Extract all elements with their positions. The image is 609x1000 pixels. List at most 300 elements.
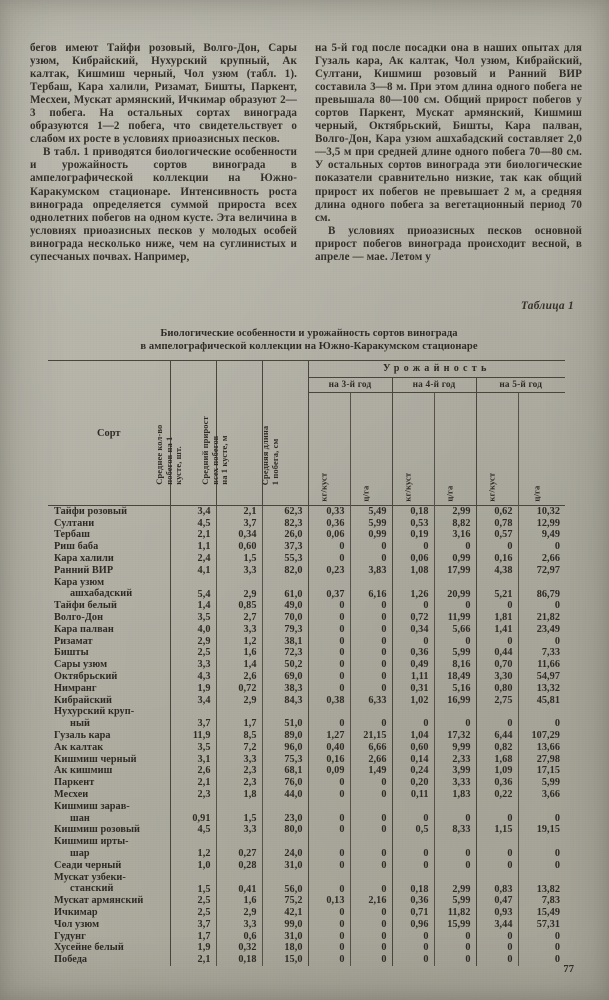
cell-y3-c: 0 <box>350 942 392 954</box>
cell-y3-kg: 0,37 <box>308 577 350 601</box>
cell-length: 75,3 <box>262 754 308 766</box>
cell-y4-c: 5,66 <box>434 624 476 636</box>
cell-y5-kg: 0 <box>476 942 518 954</box>
cell-shoots: 2,1 <box>170 777 216 789</box>
cell-growth: 1,6 <box>216 895 262 907</box>
cell-y3-c: 0 <box>350 777 392 789</box>
cell-y4-kg: 0 <box>392 600 434 612</box>
cell-shoots: 1,0 <box>170 860 216 872</box>
cell-length: 24,0 <box>262 836 308 860</box>
cell-shoots: 3,5 <box>170 742 216 754</box>
cell-variety-name: Мускат узбеки- <box>54 871 126 883</box>
cell-y3-kg: 0 <box>308 612 350 624</box>
cell-y3-kg: 0 <box>308 930 350 942</box>
cell-length: 75,2 <box>262 895 308 907</box>
cell-shoots: 2,1 <box>170 954 216 966</box>
cell-length: 68,1 <box>262 765 308 777</box>
cell-growth: 3,3 <box>216 824 262 836</box>
header-label-growth-text: Средний прирост всех побегов на 1 кусте, м <box>200 416 230 485</box>
cell-variety-name: Кишмиш зарав- <box>54 800 130 812</box>
cell-variety-name: Кара палван <box>54 623 114 635</box>
cell-y3-kg: 0 <box>308 636 350 648</box>
cell-y5-c: 10,32 <box>518 506 565 518</box>
cell-y3-kg: 0 <box>308 541 350 553</box>
table-caption-line2: в ампелографической коллекции на Южно-Каракумском стационаре <box>140 341 478 352</box>
cell-length: 84,3 <box>262 695 308 707</box>
table-row <box>48 529 565 541</box>
cell-y4-kg: 1,02 <box>392 695 434 707</box>
cell-y3-c: 3,83 <box>350 565 392 577</box>
cell-y4-c: 3,33 <box>434 777 476 789</box>
table-row <box>48 541 565 553</box>
cell-y5-c: 7,33 <box>518 647 565 659</box>
cell-y5-kg: 0 <box>476 541 518 553</box>
cell-shoots: 4,3 <box>170 671 216 683</box>
cell-y5-c: 13,82 <box>518 872 565 896</box>
cell-length: 61,0 <box>262 577 308 601</box>
cell-y3-kg: 0 <box>308 647 350 659</box>
unit-text-c-y5: ц/га <box>531 486 542 502</box>
cell-y3-kg: 0,40 <box>308 742 350 754</box>
cell-y4-kg: 0,49 <box>392 659 434 671</box>
cell-shoots: 5,4 <box>170 577 216 601</box>
cell-variety-name: Тайфи белый <box>54 600 117 612</box>
cell-y3-c: 2,66 <box>350 754 392 766</box>
cell-variety-name: Гудунг <box>54 930 86 942</box>
cell-length: 69,0 <box>262 671 308 683</box>
cell-y5-kg: 1,15 <box>476 824 518 836</box>
cell-growth: 0,28 <box>216 860 262 872</box>
table-row <box>48 801 565 813</box>
cell-y5-kg: 0,78 <box>476 518 518 530</box>
cell-y5-c: 0 <box>518 954 565 966</box>
table-row <box>48 860 565 872</box>
cell-y4-c: 2,33 <box>434 754 476 766</box>
cell-y5-c: 54,97 <box>518 671 565 683</box>
cell-variety-name: Кара халили <box>54 553 114 565</box>
cell-growth: 2,3 <box>216 765 262 777</box>
cell-y4-kg: 0 <box>392 860 434 872</box>
cell-length: 70,0 <box>262 612 308 624</box>
cell-length: 31,0 <box>262 930 308 942</box>
table-row <box>48 789 565 801</box>
cell-y4-kg: 0,18 <box>392 872 434 896</box>
cell-y4-c: 17,32 <box>434 730 476 742</box>
cell-growth: 0,34 <box>216 529 262 541</box>
header-row-group <box>48 361 565 378</box>
cell-y3-kg: 0,09 <box>308 765 350 777</box>
unit-text-kg-y3: кг/куст <box>318 473 329 502</box>
cell-y4-c: 18,49 <box>434 671 476 683</box>
cell-variety-name: Риш баба <box>54 541 99 553</box>
table-row <box>48 919 565 931</box>
table-row <box>48 777 565 789</box>
cell-y3-kg: 0 <box>308 824 350 836</box>
cell-y3-c: 6,66 <box>350 742 392 754</box>
unit-label-c-y5 <box>519 393 566 505</box>
table-row <box>48 872 565 884</box>
cell-shoots: 4,5 <box>170 824 216 836</box>
paragraph-right-2: В условиях приоазисных песков основной прирост побегов винограда происходит весной, в апреле — мае. Летом у <box>315 224 582 263</box>
table-row <box>48 954 565 966</box>
cell-shoots: 2,5 <box>170 907 216 919</box>
cell-y5-kg: 0,47 <box>476 895 518 907</box>
cell-y3-kg: 0,36 <box>308 518 350 530</box>
cell-variety-name: Ранний ВИР <box>54 564 114 576</box>
cell-y4-kg: 0,36 <box>392 647 434 659</box>
cell-y3-c: 6,16 <box>350 577 392 601</box>
header-label-growth <box>200 377 262 489</box>
cell-y5-c: 12,99 <box>518 518 565 530</box>
cell-variety-name: Чол узюм <box>54 918 100 930</box>
cell-growth: 1,5 <box>216 801 262 825</box>
table-body <box>48 506 565 966</box>
cell-y4-kg: 0,36 <box>392 895 434 907</box>
cell-y4-kg: 0,06 <box>392 553 434 565</box>
text-columns <box>30 42 582 264</box>
cell-y5-c: 19,15 <box>518 824 565 836</box>
cell-shoots: 1,9 <box>170 683 216 695</box>
cell-shoots: 2,9 <box>170 636 216 648</box>
header-label-shoots-text: Среднее кол-во побегов на 1 кусте, шт. <box>154 424 184 485</box>
cell-length: 76,0 <box>262 777 308 789</box>
cell-y4-c: 0 <box>434 930 476 942</box>
cell-variety-name: Октябрьский <box>54 671 118 683</box>
cell-length: 72,3 <box>262 647 308 659</box>
table-number-label: Таблица 1 <box>520 300 574 312</box>
cell-growth: 1,4 <box>216 659 262 671</box>
cell-shoots: 2,1 <box>170 529 216 541</box>
cell-y5-c: 45,81 <box>518 695 565 707</box>
header-cell-y3-kg <box>308 393 350 506</box>
table-row <box>48 742 565 754</box>
cell-y4-c: 15,99 <box>434 919 476 931</box>
cell-y5-c: 107,29 <box>518 730 565 742</box>
cell-y4-kg: 0 <box>392 636 434 648</box>
cell-y3-c: 0 <box>350 624 392 636</box>
cell-y3-kg: 0 <box>308 836 350 860</box>
cell-y4-c: 8,33 <box>434 824 476 836</box>
table-row <box>48 930 565 942</box>
cell-y4-kg: 1,08 <box>392 565 434 577</box>
cell-y5-c: 21,82 <box>518 612 565 624</box>
cell-y5-kg: 0,70 <box>476 659 518 671</box>
cell-length: 89,0 <box>262 730 308 742</box>
cell-length: 79,3 <box>262 624 308 636</box>
table-row <box>48 754 565 766</box>
cell-shoots: 4,5 <box>170 518 216 530</box>
cell-y5-c: 2,66 <box>518 553 565 565</box>
cell-y5-c: 5,99 <box>518 777 565 789</box>
cell-y3-kg: 0 <box>308 860 350 872</box>
cell-y5-kg: 6,44 <box>476 730 518 742</box>
cell-y4-c: 0 <box>434 801 476 825</box>
cell-y3-c: 0,99 <box>350 529 392 541</box>
cell-y4-c: 8,16 <box>434 659 476 671</box>
header-cell-year5: на 5-й год <box>476 378 565 393</box>
cell-y4-c: 0 <box>434 836 476 860</box>
cell-variety-name: Месхеи <box>54 789 89 801</box>
cell-y4-c: 0 <box>434 541 476 553</box>
table-row <box>48 836 565 848</box>
cell-growth: 7,2 <box>216 742 262 754</box>
cell-length: 51,0 <box>262 706 308 730</box>
cell-growth: 8,5 <box>216 730 262 742</box>
cell-y4-c: 0 <box>434 860 476 872</box>
table-head <box>48 361 565 506</box>
cell-variety-name: Кибрайский <box>54 694 112 706</box>
cell-y5-kg: 2,75 <box>476 695 518 707</box>
cell-y3-kg: 0 <box>308 671 350 683</box>
cell-y5-c: 23,49 <box>518 624 565 636</box>
cell-y5-kg: 1,41 <box>476 624 518 636</box>
cell-y3-kg: 0 <box>308 872 350 896</box>
cell-shoots: 1,4 <box>170 600 216 612</box>
table-row <box>48 612 565 624</box>
cell-growth: 1,8 <box>216 789 262 801</box>
cell-y5-kg: 5,21 <box>476 577 518 601</box>
cell-growth: 2,3 <box>216 777 262 789</box>
cell-variety-name: Кишмиш розовый <box>54 824 140 836</box>
cell-y3-c: 0 <box>350 683 392 695</box>
cell-shoots: 1,5 <box>170 872 216 896</box>
cell-y5-kg: 3,44 <box>476 919 518 931</box>
cell-y3-c: 0 <box>350 789 392 801</box>
right-text-column <box>315 42 582 264</box>
page-number: 77 <box>563 964 574 975</box>
cell-y4-kg: 0,31 <box>392 683 434 695</box>
cell-y3-c: 0 <box>350 907 392 919</box>
cell-y5-kg: 0,16 <box>476 553 518 565</box>
cell-growth: 1,2 <box>216 636 262 648</box>
cell-growth: 0,32 <box>216 942 262 954</box>
cell-variety-name: Нимранг <box>54 682 97 694</box>
cell-variety-name: Гузаль кара <box>54 730 111 742</box>
cell-shoots: 3,7 <box>170 919 216 931</box>
table-row <box>48 577 565 589</box>
cell-y3-c: 0 <box>350 612 392 624</box>
cell-shoots: 3,4 <box>170 506 216 518</box>
cell-y5-kg: 1,09 <box>476 765 518 777</box>
cell-y3-c: 5,49 <box>350 506 392 518</box>
cell-length: 99,0 <box>262 919 308 931</box>
cell-y5-kg: 0 <box>476 954 518 966</box>
cell-growth: 0,72 <box>216 683 262 695</box>
cell-y5-c: 0 <box>518 836 565 860</box>
cell-length: 31,0 <box>262 860 308 872</box>
cell-variety-name: Хусейне белый <box>54 942 124 954</box>
cell-y3-kg: 0 <box>308 706 350 730</box>
cell-y5-kg: 4,38 <box>476 565 518 577</box>
cell-y5-kg: 0,44 <box>476 647 518 659</box>
cell-length: 55,3 <box>262 553 308 565</box>
cell-y3-kg: 0,38 <box>308 695 350 707</box>
cell-growth: 0,60 <box>216 541 262 553</box>
cell-growth: 2,9 <box>216 907 262 919</box>
cell-y5-kg: 0 <box>476 706 518 730</box>
cell-y4-kg: 0,14 <box>392 754 434 766</box>
cell-length: 23,0 <box>262 801 308 825</box>
cell-y4-c: 8,82 <box>434 518 476 530</box>
cell-y4-c: 11,82 <box>434 907 476 919</box>
table-row <box>48 695 565 707</box>
cell-y5-c: 0 <box>518 860 565 872</box>
cell-y3-kg: 0 <box>308 777 350 789</box>
cell-y4-c: 5,99 <box>434 647 476 659</box>
table-row <box>48 706 565 718</box>
cell-growth: 1,5 <box>216 553 262 565</box>
cell-variety-name-cont: шан <box>70 812 90 824</box>
cell-y3-c: 0 <box>350 954 392 966</box>
unit-label-kg-y3 <box>309 393 350 505</box>
cell-y3-c: 0 <box>350 541 392 553</box>
cell-variety-name: Султани <box>54 517 95 529</box>
cell-y3-kg: 0 <box>308 801 350 825</box>
cell-y4-kg: 0,18 <box>392 506 434 518</box>
cell-y5-c: 27,98 <box>518 754 565 766</box>
cell-shoots: 3,1 <box>170 754 216 766</box>
unit-label-kg-y4 <box>393 393 434 505</box>
cell-y5-c: 13,32 <box>518 683 565 695</box>
cell-y3-kg: 0 <box>308 624 350 636</box>
table-row <box>48 683 565 695</box>
cell-y5-c: 0 <box>518 636 565 648</box>
cell-y3-kg: 0 <box>308 954 350 966</box>
cell-y4-c: 17,99 <box>434 565 476 577</box>
cell-y5-kg: 0 <box>476 836 518 860</box>
cell-variety-name: Ичкимар <box>54 906 98 918</box>
cell-y4-c: 11,99 <box>434 612 476 624</box>
cell-shoots: 2,5 <box>170 895 216 907</box>
cell-y5-c: 57,31 <box>518 919 565 931</box>
cell-y3-kg: 0,16 <box>308 754 350 766</box>
cell-y3-c: 0 <box>350 671 392 683</box>
cell-variety-name: Сары узюм <box>54 659 108 671</box>
cell-y3-kg: 0,33 <box>308 506 350 518</box>
table-row <box>48 895 565 907</box>
header-cell-growth <box>200 361 262 506</box>
cell-length: 62,3 <box>262 506 308 518</box>
header-cell-year4: на 4-й год <box>392 378 476 393</box>
table-row <box>48 506 565 518</box>
cell-y4-c: 1,83 <box>434 789 476 801</box>
cell-y5-c: 3,66 <box>518 789 565 801</box>
table-row <box>48 730 565 742</box>
cell-y3-c: 0 <box>350 553 392 565</box>
cell-y4-c: 2,99 <box>434 872 476 896</box>
cell-shoots: 2,4 <box>170 553 216 565</box>
cell-y4-kg: 0,96 <box>392 919 434 931</box>
cell-y3-kg: 0 <box>308 600 350 612</box>
cell-variety-name-cont: ашхабадский <box>70 588 133 600</box>
cell-y4-c: 0 <box>434 706 476 730</box>
header-cell-year3: на 3-й год <box>308 378 392 393</box>
cell-shoots: 0,91 <box>170 801 216 825</box>
cell-shoots: 4,1 <box>170 565 216 577</box>
cell-shoots: 3,3 <box>170 659 216 671</box>
cell-y4-c: 9,99 <box>434 742 476 754</box>
cell-shoots: 4,0 <box>170 624 216 636</box>
cell-shoots: 2,5 <box>170 647 216 659</box>
cell-y3-kg: 0,23 <box>308 565 350 577</box>
cell-variety-name-cont: станский <box>70 883 114 895</box>
cell-growth: 3,3 <box>216 565 262 577</box>
cell-y3-kg: 0 <box>308 919 350 931</box>
cell-y5-c: 0 <box>518 930 565 942</box>
cell-variety-name: Кишмиш черный <box>54 753 137 765</box>
cell-y5-c: 13,66 <box>518 742 565 754</box>
cell-y5-c: 9,49 <box>518 529 565 541</box>
cell-y4-kg: 0,34 <box>392 624 434 636</box>
cell-length: 82,3 <box>262 518 308 530</box>
cell-variety-name-cont: шар <box>70 848 90 859</box>
cell-y4-c: 0 <box>434 954 476 966</box>
cell-y5-kg: 0,36 <box>476 777 518 789</box>
table-row <box>48 624 565 636</box>
cell-y3-c: 6,33 <box>350 695 392 707</box>
unit-label-c-y4 <box>435 393 476 505</box>
unit-text-kg-y5: кг/куст <box>486 473 497 502</box>
cell-growth: 3,3 <box>216 754 262 766</box>
cell-shoots: 11,9 <box>170 730 216 742</box>
cell-growth: 0,41 <box>216 872 262 896</box>
cell-y4-kg: 0,24 <box>392 765 434 777</box>
cell-y3-c: 0 <box>350 647 392 659</box>
cell-growth: 0,27 <box>216 836 262 860</box>
cell-y5-kg: 0 <box>476 860 518 872</box>
cell-y4-c: 2,99 <box>434 506 476 518</box>
table-row <box>48 553 565 565</box>
cell-shoots: 1,1 <box>170 541 216 553</box>
cell-y3-c: 5,99 <box>350 518 392 530</box>
cell-length: 56,0 <box>262 872 308 896</box>
cell-y5-c: 0 <box>518 706 565 730</box>
cell-length: 80,0 <box>262 824 308 836</box>
cell-y3-c: 0 <box>350 600 392 612</box>
cell-shoots: 3,7 <box>170 706 216 730</box>
cell-y5-c: 72,97 <box>518 565 565 577</box>
cell-length: 15,0 <box>262 954 308 966</box>
cell-y4-kg: 0 <box>392 801 434 825</box>
cell-y5-kg: 3,30 <box>476 671 518 683</box>
table-row <box>48 565 565 577</box>
cell-y5-kg: 0,57 <box>476 529 518 541</box>
header-cell-y3-c <box>350 393 392 506</box>
cell-variety-name: Ак кишмиш <box>54 765 113 777</box>
cell-growth: 2,9 <box>216 577 262 601</box>
cell-y5-kg: 0,80 <box>476 683 518 695</box>
cell-y5-kg: 1,68 <box>476 754 518 766</box>
cell-y3-kg: 0 <box>308 789 350 801</box>
cell-shoots: 2,6 <box>170 765 216 777</box>
cell-y3-c: 0 <box>350 824 392 836</box>
cell-y5-kg: 0,62 <box>476 506 518 518</box>
header-cell-y4-kg <box>392 393 434 506</box>
cell-y5-kg: 0 <box>476 801 518 825</box>
cell-growth: 2,9 <box>216 695 262 707</box>
header-label-length-text: Средняя длина 1 побега, см <box>259 425 280 485</box>
cell-y3-c: 0 <box>350 919 392 931</box>
cell-y5-c: 0 <box>518 942 565 954</box>
cell-y3-c: 0 <box>350 659 392 671</box>
unit-label-kg-y5 <box>477 393 518 505</box>
cell-length: 44,0 <box>262 789 308 801</box>
table-caption-line1: Биологические особенности и урожайность сортов винограда <box>160 328 458 339</box>
cell-variety-name: Ак калтак <box>54 741 104 753</box>
cell-y4-c: 0 <box>434 600 476 612</box>
cell-y3-c: 21,15 <box>350 730 392 742</box>
cell-y4-kg: 0 <box>392 954 434 966</box>
